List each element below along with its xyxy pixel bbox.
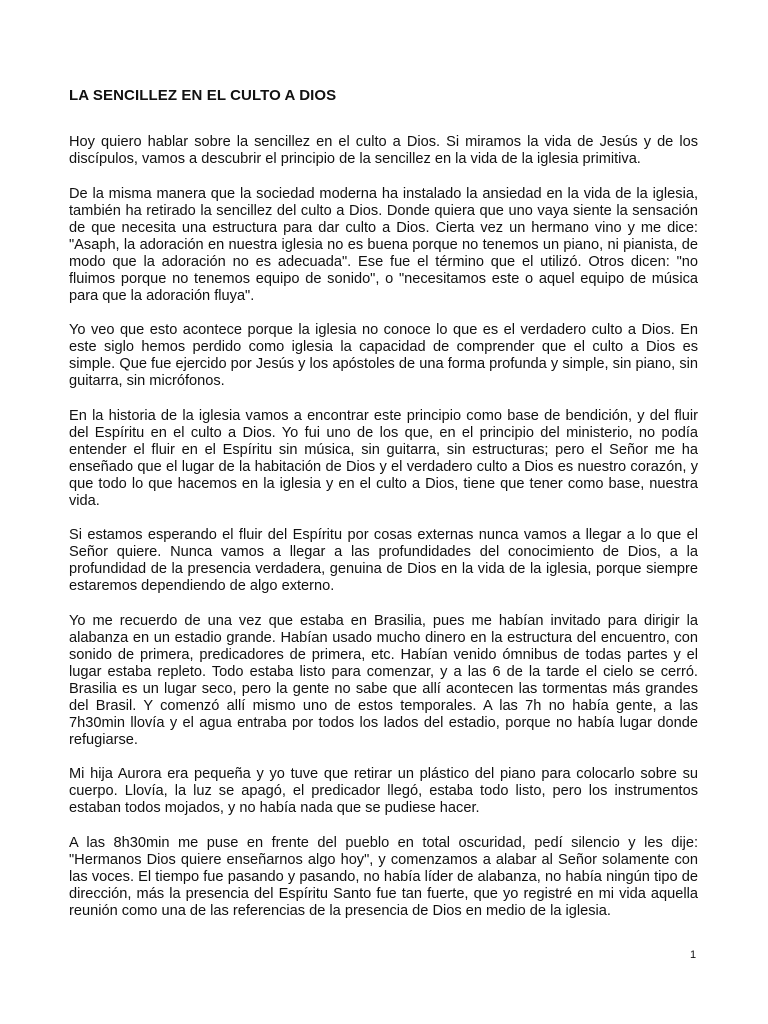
document-title: LA SENCILLEZ EN EL CULTO A DIOS: [69, 87, 337, 104]
document-page: [69, 86, 698, 937]
paragraph: Hoy quiero hablar sobre la sencillez en el culto a Dios. Si miramos la vida de Jesús y de los discípulos, vamos a descubrir el principio de la sencillez en la vida de la iglesia primitiva.: [69, 134, 698, 167]
paragraph: En la historia de la iglesia vamos a encontrar este principio como base de bendición, y del fluir del Espíritu en el culto a Dios. Yo fui uno de los que, en el principio del ministerio, no podía entender el fluir en el Espíritu sin música, sin guitarra, sin estructuras; pero el Señor me ha enseñado que el lugar de la habitación de Dios y el verdadero culto a Dios es nuestro corazón, y que todo lo que hacemos en la iglesia y en el culto a Dios, tiene que tener como base, nuestra vida.: [69, 407, 698, 509]
page-number: 1: [690, 949, 697, 961]
paragraph: A las 8h30min me puse en frente del pueblo en total oscuridad, pedí silencio y les dije: "Hermanos Dios quiere enseñarnos algo hoy", y comenzamos a alabar al Señor solamente con las voces. El tiempo fue pasando y pasando, no había líder de alabanza, no había ningún tipo de dirección, más la presencia del Espíritu Santo fue tan fuerte, que yo registré en mi vida aquella reunión como una de las referencias de la presencia de Dios en medio de la iglesia.: [69, 834, 698, 919]
paragraph: Yo me recuerdo de una vez que estaba en Brasilia, pues me habían invitado para dirigir la alabanza en un estadio grande. Habían usado mucho dinero en la estructura del encuentro, con sonido de primera, predicadores de primera, etc. Habían venido ómnibus de todas partes y el lugar estaba repleto. Todo estaba listo para comenzar, y a las 6 de la tarde el cielo se cerró. Brasilia es un lugar seco, pero la gente no sabe que allí acontecen las tormentas más grandes del Brasil. Y comenzó allí mismo uno de estos temporales. A las 7h no había gente, a las 7h30min llovía y el agua entraba por todos los lados del estadio, porque no había lugar donde refugiarse.: [69, 612, 698, 748]
paragraph: De la misma manera que la sociedad moderna ha instalado la ansiedad en la vida de la iglesia, también ha retirado la sencillez del culto a Dios. Donde quiera que uno vaya siente la sensación de que necesita una estructura para dar culto a Dios. Cierta vez un hermano vino y me dice: "Asaph, la adoración en nuestra iglesia no es buena porque no tenemos un piano, ni pianista, de modo que la adoración no es adecuada". Ese fue el término que el utilizó. Otros dicen: "no fluimos porque no tenemos equipo de sonido", o "necesitamos este o aquel equipo de música para que la adoración fluya".: [69, 185, 698, 304]
paragraph: Yo veo que esto acontece porque la iglesia no conoce lo que es el verdadero culto a Dios. En este siglo hemos perdido como iglesia la capacidad de comprender que el culto a Dios es simple. Que fue ejercido por Jesús y los apóstoles de una forma profunda y simple, sin piano, sin guitarra, sin micrófonos.: [69, 322, 698, 389]
paragraph: Si estamos esperando el fluir del Espíritu por cosas externas nunca vamos a llegar a lo que el Señor quiere. Nunca vamos a llegar a las profundidades del conocimiento de Dios, a la profundidad de la presencia verdadera, genuina de Dios en la vida de la iglesia, porque siempre estaremos dependiendo de algo externo.: [69, 527, 698, 594]
paragraph: Mi hija Aurora era pequeña y yo tuve que retirar un plástico del piano para colocarlo sobre su cuerpo. Llovía, la luz se apagó, el predicador llegó, estaba todo listo, pero los instrumentos estaban todos mojados, y no había nada que se pudiese hacer.: [69, 766, 698, 816]
